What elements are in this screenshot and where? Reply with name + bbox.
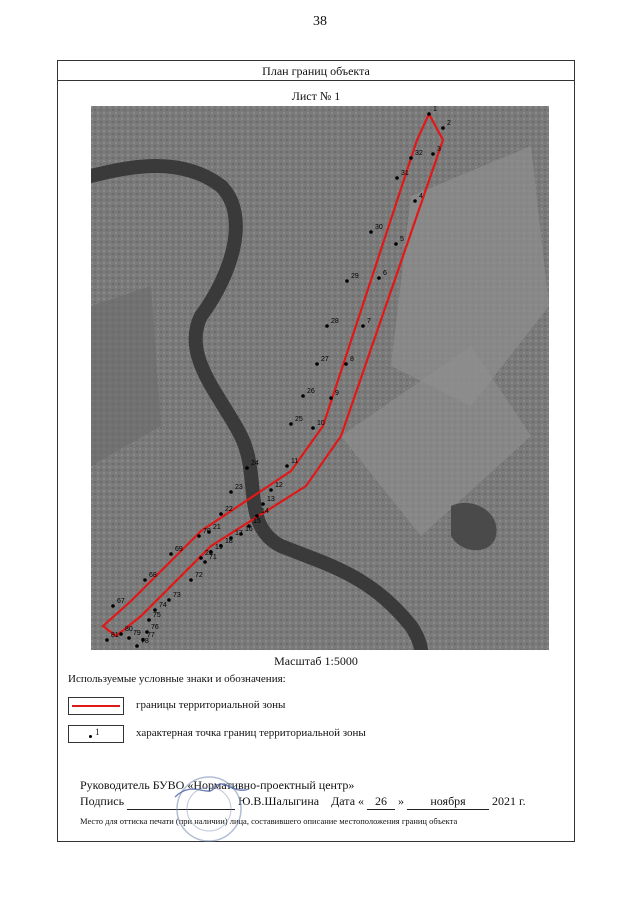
- boundary-point-label: 28: [331, 318, 339, 325]
- boundary-point-10: [311, 426, 315, 430]
- boundary-point-68: [143, 578, 147, 582]
- boundary-point-label: 12: [275, 482, 283, 489]
- boundary-point-22: [219, 512, 223, 516]
- organization-head: Руководитель БУВО «Нормативно-проектный центр»: [80, 778, 355, 792]
- boundary-point-label: 74: [159, 602, 167, 609]
- boundary-point-label: 75: [153, 612, 161, 619]
- map-svg: [91, 106, 549, 650]
- boundary-point-20: [199, 556, 203, 560]
- boundary-point-label: 73: [173, 592, 181, 599]
- boundary-point-label: 67: [117, 598, 125, 605]
- boundary-point-label: 79: [133, 630, 141, 637]
- boundary-point-25: [289, 422, 293, 426]
- boundary-point-label: 20: [205, 550, 213, 557]
- boundary-point-label: 70: [203, 528, 211, 535]
- aerial-map: [91, 106, 549, 650]
- boundary-point-72: [189, 578, 193, 582]
- date-label: Дата «: [331, 794, 365, 808]
- map-scale: Масштаб 1:5000: [274, 654, 358, 668]
- stamp-seal-icon: [153, 769, 265, 843]
- boundary-point-label: 32: [415, 150, 423, 157]
- boundary-point-label: 77: [147, 632, 155, 639]
- boundary-point-label: 25: [295, 416, 303, 423]
- boundary-point-label: 71: [209, 554, 217, 561]
- boundary-point-78: [135, 644, 139, 648]
- boundary-point-1: [427, 112, 431, 116]
- date-month: ноября: [407, 794, 489, 810]
- boundary-point-label: 78: [141, 638, 149, 645]
- boundary-point-label: 68: [149, 572, 157, 579]
- boundary-point-24: [245, 466, 249, 470]
- boundary-point-label: 15: [253, 518, 261, 525]
- boundary-point-6: [377, 276, 381, 280]
- date-close: »: [398, 794, 405, 808]
- boundary-point-2: [441, 126, 445, 130]
- sign-label: Подпись: [80, 794, 125, 808]
- boundary-point-67: [111, 604, 115, 608]
- legend-heading: Используемые условные знаки и обозначения:: [68, 673, 286, 685]
- boundary-point-label: 8: [350, 356, 354, 363]
- stamp-note: Место для оттиска печати (при наличии) лица, составившего описание местоположения границ объекта: [80, 816, 458, 826]
- boundary-point-label: 26: [307, 388, 315, 395]
- date-day: 26: [367, 794, 395, 810]
- boundary-point-label: 24: [251, 460, 259, 467]
- sheet-label: Лист № 1: [291, 89, 341, 103]
- boundary-point-label: 69: [175, 546, 183, 553]
- boundary-point-28: [325, 324, 329, 328]
- boundary-point-11: [285, 464, 289, 468]
- boundary-point-label: 21: [213, 524, 221, 531]
- boundary-point-5: [394, 242, 398, 246]
- boundary-point-3: [431, 152, 435, 156]
- boundary-point-13: [261, 502, 265, 506]
- boundary-point-label: 23: [235, 484, 243, 491]
- boundary-point-label: 16: [245, 526, 253, 533]
- boundary-point-label: 17: [235, 530, 243, 537]
- dot-icon: [89, 735, 92, 738]
- legend-dot-label: 1: [95, 727, 100, 737]
- boundary-point-70: [197, 534, 201, 538]
- boundary-point-4: [413, 199, 417, 203]
- boundary-point-69: [169, 552, 173, 556]
- boundary-point-9: [329, 396, 333, 400]
- boundary-point-label: 9: [335, 390, 339, 397]
- boundary-point-31: [395, 176, 399, 180]
- boundary-point-label: 80: [125, 626, 133, 633]
- boundary-point-label: 18: [225, 538, 233, 545]
- boundary-point-27: [315, 362, 319, 366]
- boundary-point-label: 10: [317, 420, 325, 427]
- boundary-point-label: 1: [433, 106, 437, 113]
- boundary-point-label: 13: [267, 496, 275, 503]
- boundary-point-label: 27: [321, 356, 329, 363]
- boundary-point-29: [345, 279, 349, 283]
- boundary-point-label: 76: [151, 624, 159, 631]
- boundary-point-23: [229, 490, 233, 494]
- red-line-icon: [72, 705, 120, 707]
- legend-point-symbol: [68, 725, 124, 743]
- boundary-point-label: 22: [225, 506, 233, 513]
- boundary-point-label: 81: [111, 632, 119, 639]
- boundary-point-73: [167, 598, 171, 602]
- legend-point-text: характерная точка границ территориальной зоны: [136, 727, 366, 739]
- boundary-point-32: [409, 156, 413, 160]
- boundary-point-75: [147, 618, 151, 622]
- boundary-point-label: 7: [367, 318, 371, 325]
- boundary-point-8: [344, 362, 348, 366]
- boundary-point-label: 31: [401, 170, 409, 177]
- signature-line: [80, 794, 526, 810]
- boundary-point-label: 72: [195, 572, 203, 579]
- boundary-point-80: [119, 632, 123, 636]
- boundary-point-label: 19: [215, 544, 223, 551]
- legend-line-symbol: [68, 697, 124, 715]
- boundary-point-12: [269, 488, 273, 492]
- boundary-point-81: [105, 638, 109, 642]
- date-year: 2021 г.: [492, 794, 526, 808]
- boundary-point-71: [203, 560, 207, 564]
- boundary-point-label: 4: [419, 193, 423, 200]
- signer-name: Ю.В.Шалыгина: [238, 794, 320, 808]
- page-number: 38: [313, 14, 327, 29]
- frame-title: План границ объекта: [58, 61, 574, 81]
- boundary-point-label: 5: [400, 236, 404, 243]
- boundary-point-label: 14: [261, 508, 269, 515]
- boundary-point-26: [301, 394, 305, 398]
- boundary-point-79: [127, 636, 131, 640]
- legend-line-text: границы территориальной зоны: [136, 699, 286, 711]
- boundary-point-30: [369, 230, 373, 234]
- boundary-point-label: 30: [375, 224, 383, 231]
- plan-frame: [57, 60, 575, 842]
- boundary-point-label: 3: [437, 146, 441, 153]
- boundary-point-label: 6: [383, 270, 387, 277]
- boundary-point-label: 11: [291, 458, 299, 465]
- boundary-point-7: [361, 324, 365, 328]
- boundary-point-label: 2: [447, 120, 451, 127]
- boundary-point-label: 29: [351, 273, 359, 280]
